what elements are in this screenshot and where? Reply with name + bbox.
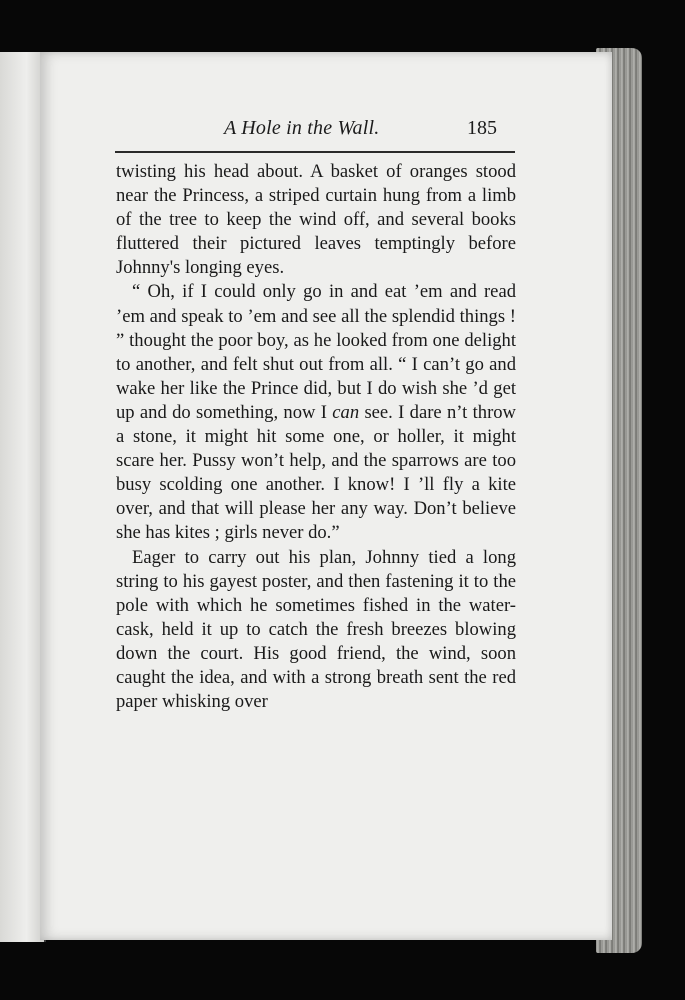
paragraph-2 — [116, 280, 516, 545]
body-text — [116, 160, 516, 714]
page-number: 185 — [467, 117, 497, 139]
page-header — [40, 115, 612, 145]
paragraph-3: Eager to carry out his plan, Johnny tied a long string to his gayest poster, and then fastening it to the pole with which he sometimes fished in the water-cask, held it up to catch the fresh breezes blowing down the court. His good friend, the wind, soon caught the idea, and with a strong breath sent the red paper whisking over — [116, 546, 516, 713]
emphasized-word: can — [332, 401, 360, 423]
paragraph-2-part-1: “ Oh, if I could only go in and eat ’em and read ’em and speak to ’em and see all the splendid things ! ” thought the poor boy, as he looked from one delight to another, and felt shut out from all. “ I can’t go and wake her like the Prince did, but I do wish she ’d get up and do something, now I — [116, 281, 516, 423]
running-title: A Hole in the Wall. — [224, 117, 380, 139]
paragraph-1: twisting his head about. A basket of oranges stood near the Princess, a striped curtain hung from a limb of the tree to keep the wind off, and several books fluttered their pictured leaves temptingly before Johnny's longing eyes. — [116, 161, 516, 279]
book-page — [40, 52, 612, 940]
header-rule — [115, 151, 515, 153]
paragraph-2-part-2: see. I dare n’t throw a stone, it might hit some one, or holler, it might scare her. Pussy won’t help, and the sparrows are too busy scolding one another. I know! I ’ll fly a kite over, and that will please her any way. Don’t believe she has kites ; girls never do.” — [116, 401, 516, 544]
